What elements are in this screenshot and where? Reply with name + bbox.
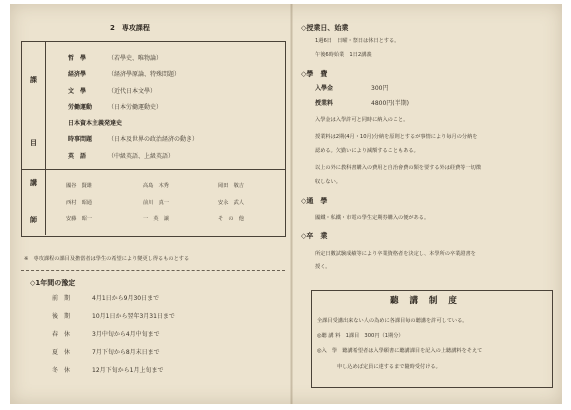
subject-name: 文 學 bbox=[68, 88, 87, 95]
lecturer-name: 國谷 賢雄 bbox=[66, 183, 92, 189]
subject-detail: （経済學原論、特殊問題） bbox=[108, 71, 181, 78]
subject-detail: （日本労働運動史） bbox=[108, 104, 163, 111]
subject-detail: （近代日本文學） bbox=[108, 88, 157, 95]
lecturer-name: 岡田 敬吉 bbox=[218, 183, 244, 189]
fee-amount: 300円 bbox=[371, 85, 389, 92]
left-page bbox=[10, 4, 291, 404]
subject-name: 英 語 bbox=[68, 153, 87, 160]
schedule-period: 12月下旬から1月上旬まで bbox=[92, 367, 164, 374]
table-divider bbox=[45, 41, 46, 235]
schedule-label: 後 期 bbox=[52, 313, 71, 320]
schedule-title: ◇1年間の豫定 bbox=[30, 279, 76, 287]
lecturer-name: そ の 他 bbox=[218, 216, 244, 222]
lecturer-name: 前川 真一 bbox=[143, 200, 169, 206]
class-title: ◇授業日、始業 bbox=[301, 24, 349, 32]
graduation-line: 授く。 bbox=[315, 264, 331, 270]
subject-name: 時事問題 bbox=[68, 136, 93, 143]
subject-name: 日本資本主義発達史 bbox=[68, 120, 123, 127]
graduation-line: 所定日數試験成績等により卒業資格者を決定し、本學所の卒業證書を bbox=[315, 251, 476, 257]
fees-note: 収しない。 bbox=[315, 179, 341, 185]
table-divider bbox=[21, 169, 285, 170]
fees-note: 授業料は2期(4月・10月)分納を原則とするが事情により毎月の分納を bbox=[315, 134, 478, 140]
class-line: 1週6日 日曜・祭日は休日とする。 bbox=[315, 38, 400, 44]
lecturer-name: 西村 昭通 bbox=[66, 200, 92, 206]
fees-note: 以上の外に教科書購入の費用と自治會費の類を要する外は経費等一切徴 bbox=[315, 165, 482, 171]
schedule-period: 3月中旬から4月中旬まで bbox=[92, 331, 160, 338]
fees-note: 認める。欠勤いにより減額することもある。 bbox=[315, 148, 419, 154]
lecturer-name: 一 英 譲 bbox=[143, 216, 169, 222]
schedule-label: 春 休 bbox=[52, 331, 71, 338]
class-line: 午後6時始業 1日2講義 bbox=[315, 52, 372, 58]
fee-label: 授業料 bbox=[315, 100, 334, 107]
auditing-title: 聽 講 制 度 bbox=[390, 296, 461, 306]
curriculum-side-label: 課 bbox=[30, 76, 37, 84]
schedule-label: 冬 休 bbox=[52, 367, 71, 374]
right-page bbox=[293, 4, 562, 404]
subject-name: 経済學 bbox=[68, 71, 87, 78]
fees-note: 入學金は入學許可と同時に納入のこと。 bbox=[315, 117, 409, 123]
curriculum-note: ※ 専攻課程の課目及擔當者は學生の希望により變更し得るものとする bbox=[24, 256, 190, 262]
lecturer-name: 高島 木秀 bbox=[143, 183, 169, 189]
schedule-period: 10月1日から翌年3月31日まで bbox=[92, 313, 175, 320]
auditing-apply: ◎入 學 聽講希望者は入學願書に聽講課目を記入の上聽講料をそえて bbox=[317, 348, 483, 354]
schedule-period: 4月1日から9月30日まで bbox=[92, 295, 160, 302]
schedule-label: 前 期 bbox=[52, 295, 71, 302]
subject-name: 哲 學 bbox=[68, 55, 87, 62]
schedule-label: 夏 休 bbox=[52, 349, 71, 356]
fees-title: ◇學 費 bbox=[301, 70, 328, 78]
fee-label: 入學金 bbox=[315, 85, 334, 92]
auditing-intro: 全課目受講出来ない人の為めに各課目毎の聽講を許可している。 bbox=[317, 318, 468, 324]
commute-text: 國鐵・私鐵・市電の學生定期券購入の便がある。 bbox=[315, 215, 430, 221]
section-title: 2 専攻課程 bbox=[110, 24, 150, 32]
lecturer-name: 安永 武人 bbox=[218, 200, 244, 206]
graduation-title: ◇卒 業 bbox=[301, 232, 328, 240]
subject-detail: （若學史、唯物論） bbox=[108, 55, 163, 62]
curriculum-side-label: 目 bbox=[30, 139, 37, 147]
fee-amount: 4800円(半期) bbox=[371, 100, 409, 107]
dashed-divider bbox=[21, 270, 285, 271]
lecturer-side-label: 講 bbox=[30, 179, 37, 187]
commute-title: ◇通 學 bbox=[301, 197, 328, 205]
schedule-period: 7月下旬から8月末日まで bbox=[92, 349, 160, 356]
auditing-apply: 申し込めば定員に達するまで隨時受付ける。 bbox=[337, 364, 441, 370]
lecturer-side-label: 師 bbox=[30, 216, 37, 224]
auditing-fee: ◎聽 講 料 1課目 300円（1期分） bbox=[317, 333, 404, 339]
subject-detail: （中級英語、上級英語） bbox=[108, 153, 175, 160]
subject-name: 労働運動 bbox=[68, 104, 93, 111]
lecturer-name: 安藤 昭一 bbox=[66, 216, 92, 222]
subject-detail: （日本及世界の政治経済の動き） bbox=[108, 136, 199, 143]
